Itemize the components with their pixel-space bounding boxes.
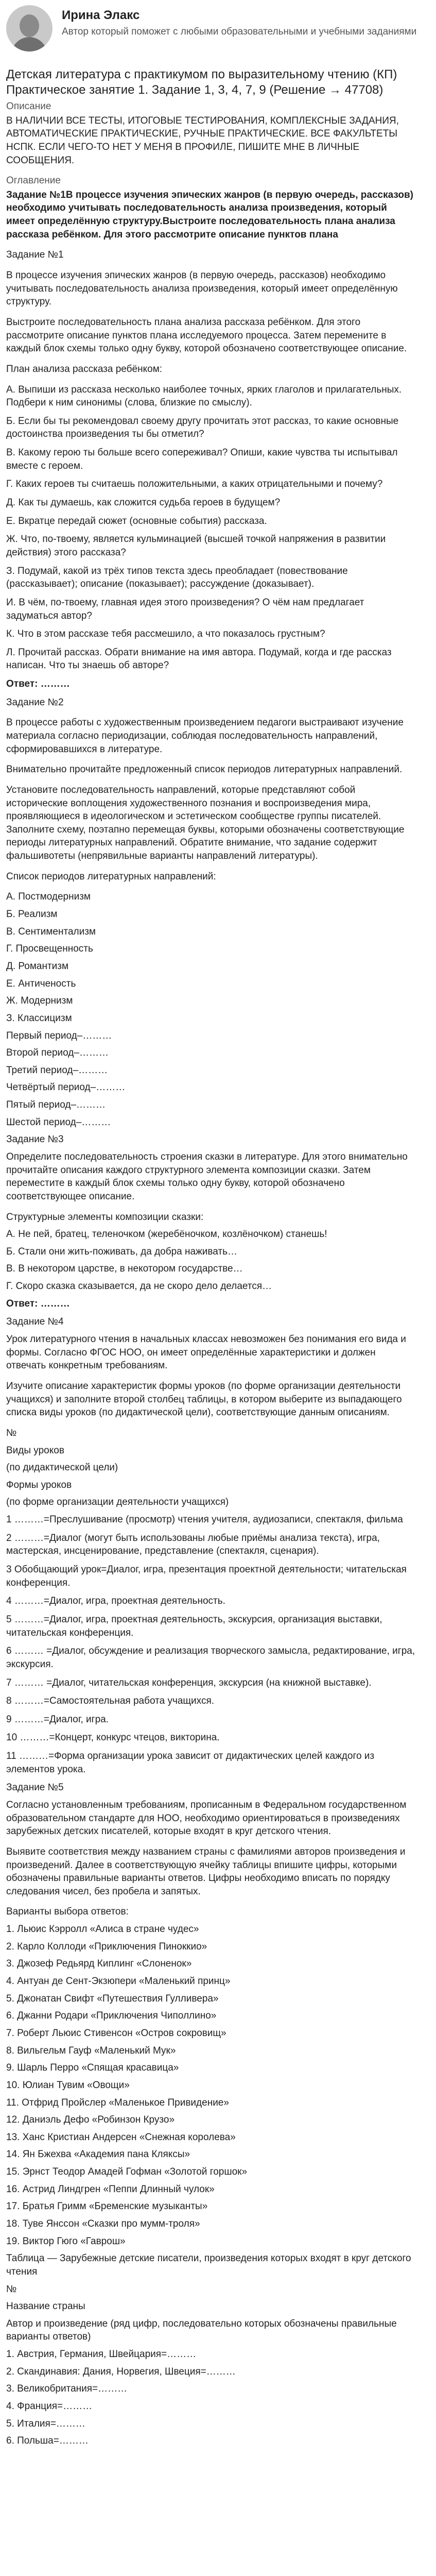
list-item: 8. Вильгельм Гауф «Маленький Мук»: [6, 2045, 176, 2056]
author-description: Автор который поможет с любыми образовательными и учебными заданиями: [62, 26, 417, 38]
list-item: З. Классицизм: [6, 1012, 72, 1024]
table-row[interactable]: 9 ………=Диалог, игра.: [6, 1714, 109, 1725]
table-row[interactable]: 6 ……… =Диалог, обсуждение и реализация творческого замысла, редактирование, игра, экскурсия.: [6, 1646, 415, 1670]
table-row[interactable]: 2 ………=Диалог (могут быть использованы любые приёмы анализа текста), игра, мастерская, инсценирование, представление (спектакля, сценария).: [6, 1532, 380, 1557]
list-item: Б. Реализм: [6, 909, 58, 920]
list-item: Е. Античеность: [6, 978, 76, 989]
table-col2-header: Формы уроков: [6, 1479, 72, 1490]
list-item: 10. Юлиан Тувим «Овощи»: [6, 2079, 130, 2091]
list-item: 1. Льюис Кэрролл «Алиса в стране чудес»: [6, 1924, 199, 1935]
description-text: В НАЛИЧИИ ВСЕ ТЕСТЫ, ИТОГОВЫЕ ТЕСТИРОВАНИЯ, КОМПЛЕКСНЫЕ ЗАДАНИЯ, АВТОМАТИЧЕСКИЕ ПРАКТИЧЕСКИЕ, РУЧНЫЕ ПРАКТИЧЕСКИЕ. ВСЕ ФАКУЛЬТЕТЫ НСПК. ЕСЛИ ЧЕГО-ТО НЕТ У МЕНЯ В ПРОФИЛЕ, ПИШИТЕ МНЕ В ЛИЧНЫЕ СООБЩЕНИЯ.: [6, 115, 399, 166]
task4-task: Изучите описание характеристик формы уроков (по форме организации деятельности учащихся) и заполните второй столбец таблицы, в котором выберите из выпадающего списка виды уроков (по дидактической цели), соответствующие данным описаниям.: [6, 1380, 402, 1418]
list-item: 19. Виктор Гюго «Гаврош»: [6, 2235, 126, 2247]
description-label: Описание: [6, 101, 51, 112]
answer-label: Ответ: ………: [6, 679, 70, 690]
list-item: 3. Джозеф Редьярд Киплинг «Слоненок»: [6, 1958, 192, 1970]
author-block: [62, 5, 416, 39]
list-item: Л. Прочитай рассказ. Обрати внимание на имя автора. Подумай, когда и где рассказ написан. Что ты знаешь об авторе?: [6, 647, 392, 671]
toc-label: Оглавление: [6, 175, 61, 187]
table-row[interactable]: 6. Польша=………: [6, 2435, 89, 2447]
list-item: 11. Отфрид Пройслер «Маленькое Привидение»: [6, 2097, 229, 2108]
list-item: 7. Роберт Льюис Стивенсон «Остров сокровищ»: [6, 2027, 226, 2039]
period-line: Второй период–………: [6, 1047, 109, 1059]
task1-intro: В процессе изучения эпических жанров (в первую очередь, рассказов) необходимо учитывать последовательность анализа произведения, который имеет определённую структуру.: [6, 270, 398, 308]
period-line: Третий период–………: [6, 1064, 108, 1076]
task2-list-label: Список периодов литературных направлений:: [6, 871, 216, 882]
task3-label: Задание №3: [6, 1134, 64, 1145]
avatar[interactable]: [6, 5, 53, 52]
list-item: 12. Даниэль Дефо «Робинзон Крузо»: [6, 2114, 175, 2126]
list-item: 14. Ян Бжехва «Академия пана Кляксы»: [6, 2149, 190, 2160]
table-row[interactable]: 1. Австрия, Германия, Швейцария=………: [6, 2349, 197, 2360]
list-item: 5. Джонатан Свифт «Путешествия Гулливера»: [6, 1993, 219, 2004]
list-item: 4. Антуан де Сент-Экзюпери «Маленький принц»: [6, 1976, 231, 1987]
page-title: Детская литература с практикумом по выразительному чтению (КП) Практическое занятие 1. Задание 1, 3, 4, 7, 9 (Решение → 47708): [6, 67, 397, 97]
table-row: 3 Обобщающий урок=Диалог, игра, презентация проектной деятельности; читательская конференция.: [6, 1564, 407, 1588]
task1-plan-label: План анализа рассказа ребёнком:: [6, 363, 163, 375]
list-item: Г. Каких героев ты считаешь положительными, а каких отрицательными и почему?: [6, 479, 383, 490]
table-col1-subheader: (по дидактической цели): [6, 1462, 118, 1473]
list-item: З. Подумай, какой из трёх типов текста здесь преобладает (повествование (рассказывает); описание (показывает); рассуждение (доказывает).: [6, 565, 348, 590]
table-row[interactable]: 7 ……… =Диалог, читательская конференция, экскурсия (на книжной выставке).: [6, 1677, 372, 1688]
task2-task1: Внимательно прочитайте предложенный список периодов литературных направлений.: [6, 764, 403, 775]
task3-intro: Определите последовательность строения сказки в литературе. Для этого внимательно прочитайте описания каждого структурного элемента композиции сказки. Затем переместите в каждый блок схемы только одну букву, которой обозначено соответствующее описание.: [6, 1151, 408, 1202]
list-item: 16. Астрид Линдгрен «Пеппи Длинный чулок»: [6, 2183, 215, 2195]
table-row[interactable]: 2. Скандинавия: Дания, Норвегия, Швеция=………: [6, 2366, 236, 2377]
task4-label: Задание №4: [6, 1316, 64, 1328]
answer-label: Ответ: ………: [6, 1298, 70, 1309]
task3-list-label: Структурные элементы композиции сказки:: [6, 1211, 204, 1223]
task1-task: Выстроите последовательность плана анализа рассказа ребёнком. Для этого рассмотрите описание пунктов плана исследуемого процесса. Затем перемените в каждый блок схемы только одну букву, которой обозначено соответствующее описание.: [6, 316, 407, 354]
task5-intro: Согласно установленным требованиям, прописанным в Федеральном государственном образовательном стандарте для НОО, необходимо ориентироваться в произведениях зарубежных детских писателей, которые входят в круг детского чтения.: [6, 1799, 407, 1837]
list-item: Е. Вкратце передай сюжет (основные события) рассказа.: [6, 515, 267, 527]
list-item: В. Какому герою ты больше всего сопереживал? Опиши, какие чувства ты испытывал вместе с героем.: [6, 447, 398, 471]
table-row[interactable]: 8 ………=Самостоятельная работа учащихся.: [6, 1696, 215, 1707]
task5-options-label: Варианты выбора ответов:: [6, 1906, 129, 1918]
table-num-header: №: [6, 2283, 17, 2295]
list-item: 9. Шарль Перро «Спящая красавица»: [6, 2062, 179, 2074]
table-row[interactable]: 1 ………=Преcлушивание (просмотр) чтения учителя, аудиозаписи, спектакля, фильма: [6, 1514, 403, 1526]
period-line: Пятый период–………: [6, 1099, 106, 1111]
table-col-header: Название страны: [6, 2301, 85, 2312]
table-col2-subheader: (по форме организации деятельности учащихся): [6, 1497, 229, 1508]
task5-task: Выявите соответствия между названием страны с фамилиями авторов произведения и произведений. Далее в соответствующую ячейку таблицы впишите цифры, которыми обозначены правильные варианты ответов. Цифры необходимо вписать по порядку следования чисел, без пробела и запятых.: [6, 1846, 406, 1897]
table-row[interactable]: 5. Италия=………: [6, 2418, 85, 2429]
task2-task2: Установите последовательность направлений, которые представляют собой исторические воплощения художественного познания и воспроизведения мира, проявляющиеся в идеологическом и эстетическом сообществе группы писателей. Заполните схему, поэтапно перемещая буквы, которыми обозначены соответствующие периоды литературных направлений. Обратите внимание, что задание содержит фальшивотеты (непрявильные варианты направлений литературы).: [6, 784, 405, 862]
table-col1-header: Виды уроков: [6, 1445, 64, 1456]
list-item: Г. Просвещенность: [6, 943, 93, 955]
author-header: [6, 0, 417, 62]
table-row[interactable]: 3. Великобритания=………: [6, 2383, 128, 2395]
author-name[interactable]: Ирина Элакс: [62, 8, 140, 22]
list-item: Б. Стали они жить-поживать, да добра наживать…: [6, 1246, 238, 1257]
list-item: Ж. Что, по-твоему, является кульминацией (высшей точкой напряжения в развитии действия) этого рассказа?: [6, 534, 386, 558]
list-item: В. В некотором царстве, в некотором государстве…: [6, 1263, 243, 1275]
table-row[interactable]: 11 ………=Форма организации урока зависит от дидактических целей каждого из элементов урока.: [6, 1751, 375, 1775]
table-title: Таблица — Зарубежные детские писатели, произведения которых входят в круг детского чтения: [6, 2253, 411, 2277]
list-item: 17. Братья Гримм «Бременские музыканты»: [6, 2201, 208, 2212]
table-col2-header: Автор и произведение (ряд цифр, последовательно которых обозначены правильные варианты ответов): [6, 2318, 397, 2343]
list-item: 15. Эрнст Теодор Амадей Гофман «Золотой горшок»: [6, 2166, 248, 2178]
table-row[interactable]: 4. Франция=………: [6, 2401, 93, 2412]
table-row[interactable]: 4 ………=Диалог, игра, проектная деятельность.: [6, 1596, 225, 1607]
period-line: Четвёртый период–………: [6, 1082, 126, 1093]
toc-heading[interactable]: Задание №1В процессе изучения эпических жанров (в первую очередь, рассказов) необходимо учитывать последовательность анализа произведения, который имеет определённую структуру.Выстроите последовательность плана анализа рассказа ребёнком. Для этого рассмотрите описание пунктов плана: [6, 189, 413, 240]
list-item: А. Выпиши из рассказа несколько наиболее точных, ярких глаголов и прилагательных. Подбери к ним синонимы (слова, близкие по смыслу).: [6, 384, 402, 409]
table-row[interactable]: 5 ………=Диалог, игра, проектная деятельность, экскурсия, организация выставки, читательская конференция.: [6, 1614, 382, 1638]
task2-intro: В процессе работы с художественным произведением педагоги выстраивают изучение материала согласно периодизации, соблюдая последовательность направлений, сформировавшихся в литературе.: [6, 717, 404, 755]
table-num-header: №: [6, 1427, 17, 1438]
list-item: 2. Карло Коллоди «Приключения Пиноккио»: [6, 1941, 207, 1952]
list-item: Г. Скоро сказка сказывается, да не скоро дело делается…: [6, 1281, 272, 1292]
list-item: А. Не пей, братец, теленочком (жеребёночком, козлёночком) станешь!: [6, 1229, 327, 1240]
list-item: 6. Джанни Родари «Приключения Чиполлино»: [6, 2010, 217, 2022]
task5-label: Задание №5: [6, 1782, 64, 1793]
list-item: Д. Как ты думаешь, как сложится судьба героев в будущем?: [6, 497, 281, 509]
list-item: Б. Если бы ты рекомендовал своему другу прочитать этот рассказ, то какие основные достоинства произведения ты бы отметил?: [6, 415, 399, 440]
list-item: Д. Романтизм: [6, 960, 69, 972]
list-item: И. В чём, по-твоему, главная идея этого произведения? О чём нам предлагает задуматься автор?: [6, 597, 364, 621]
list-item: К. Что в этом рассказе тебя рассмешило, а что показалось грустным?: [6, 629, 325, 640]
task1-label: Задание №1: [6, 249, 64, 261]
table-row[interactable]: 10 ………=Концерт, конкурс чтецов, викторина.: [6, 1732, 220, 1743]
list-item: 18. Туве Янссон «Сказки про мумм-троля»: [6, 2218, 200, 2229]
task2-label: Задание №2: [6, 697, 64, 708]
list-item: А. Постмодернизм: [6, 891, 91, 903]
task4-intro: Урок литературного чтения в начальных классах невозможен без понимания его вида и формы. Согласно ФГОС НОО, он имеет определённые характеристики и должен отвечать конкретным требованиям.: [6, 1334, 406, 1371]
list-item: 13. Ханс Кристиан Андерсен «Снежная королева»: [6, 2131, 236, 2143]
period-line: Шестой период–………: [6, 1116, 111, 1128]
list-item: В. Сентиментализм: [6, 926, 96, 937]
period-line: Первый период–………: [6, 1030, 112, 1041]
list-item: Ж. Модернизм: [6, 995, 73, 1007]
